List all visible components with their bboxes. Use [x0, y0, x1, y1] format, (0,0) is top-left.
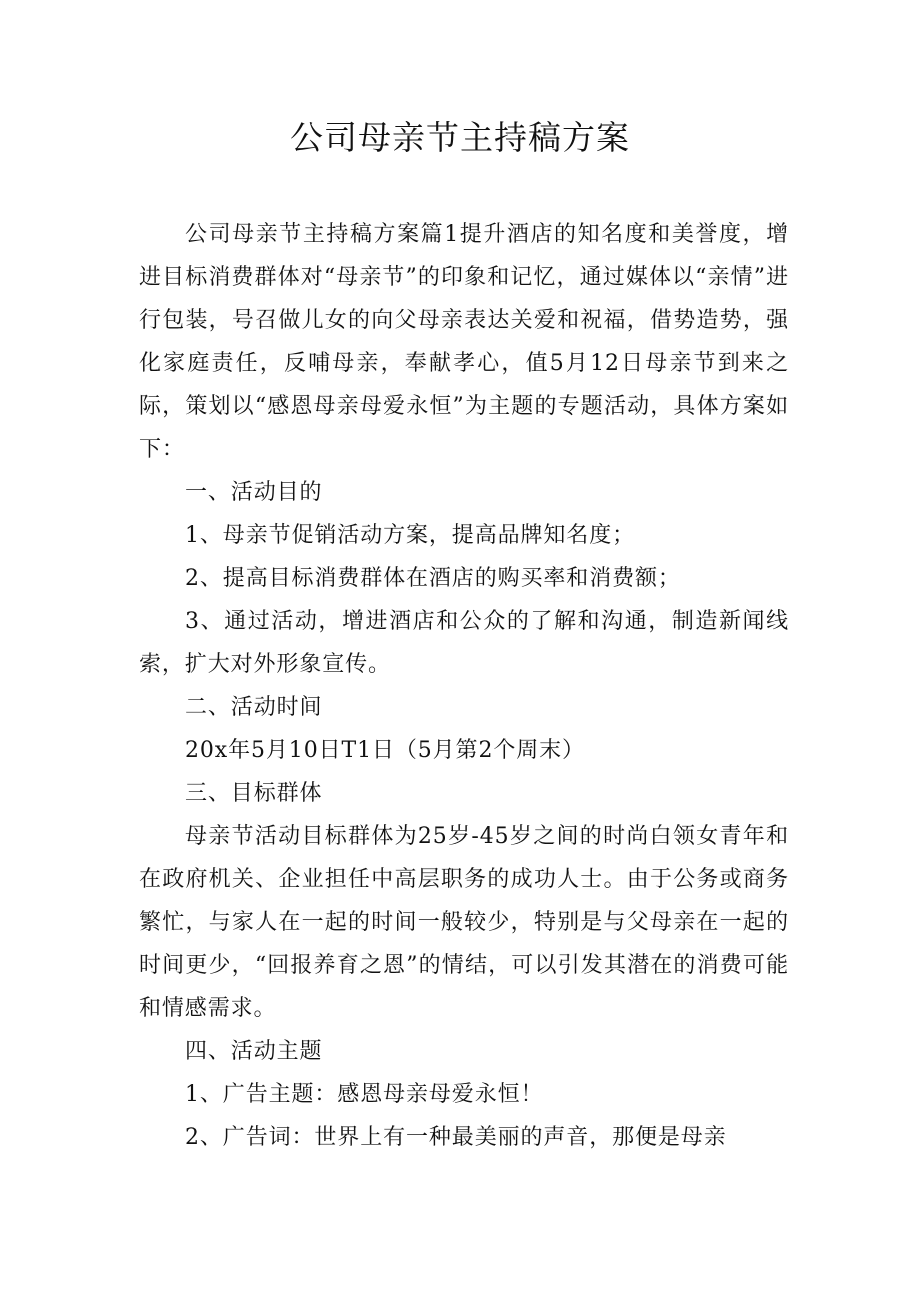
heading-activity-time: 二、活动时间 — [185, 695, 323, 720]
list-item-purpose-3: 3、通过活动，增进酒店和公众的了解和沟通，制造新闻线索，扩大对外形象宣传。 — [139, 609, 789, 677]
list-item-purpose-2: 2、提高目标消费群体在酒店的购买率和消费额； — [185, 566, 681, 591]
list-item-purpose-1: 1、母亲节促销活动方案，提高品牌知名度； — [185, 523, 635, 548]
paragraph-intro: 公司母亲节主持稿方案篇1提升酒店的知名度和美誉度，增进目标消费群体对“母亲节”的印象和记忆，通过媒体以“亲情”进行包装，号召做儿女的向父母亲表达关爱和祝福，借势造势，强化家庭责任，反哺母亲，奉献孝心，值5月12日母亲节到来之际，策划以“感恩母亲母爱永恒”为主题的专题活动，具体方案如下： — [139, 222, 789, 462]
heading-activity-purpose: 一、活动目的 — [185, 480, 323, 505]
list-item-theme-2: 2、广告词：世界上有一种最美丽的声音，那便是母亲 — [185, 1125, 727, 1150]
heading-activity-theme: 四、活动主题 — [185, 1039, 323, 1064]
document-body — [139, 213, 789, 1159]
heading-target-group: 三、目标群体 — [185, 781, 323, 806]
paragraph-target-group: 母亲节活动目标群体为25岁-45岁之间的时尚白领女青年和在政府机关、企业担任中高层职务的成功人士。由于公务或商务繁忙，与家人在一起的时间一般较少，特别是与父母亲在一起的时间更少，“回报养育之恩”的情结，可以引发其潜在的消费可能和情感需求。 — [139, 824, 789, 1021]
document-title: 公司母亲节主持稿方案 — [290, 118, 630, 157]
list-item-theme-1: 1、广告主题：感恩母亲母爱永恒！ — [185, 1082, 544, 1107]
paragraph-activity-time: 20x年5月10日T1日（5月第2个周末） — [185, 738, 585, 763]
